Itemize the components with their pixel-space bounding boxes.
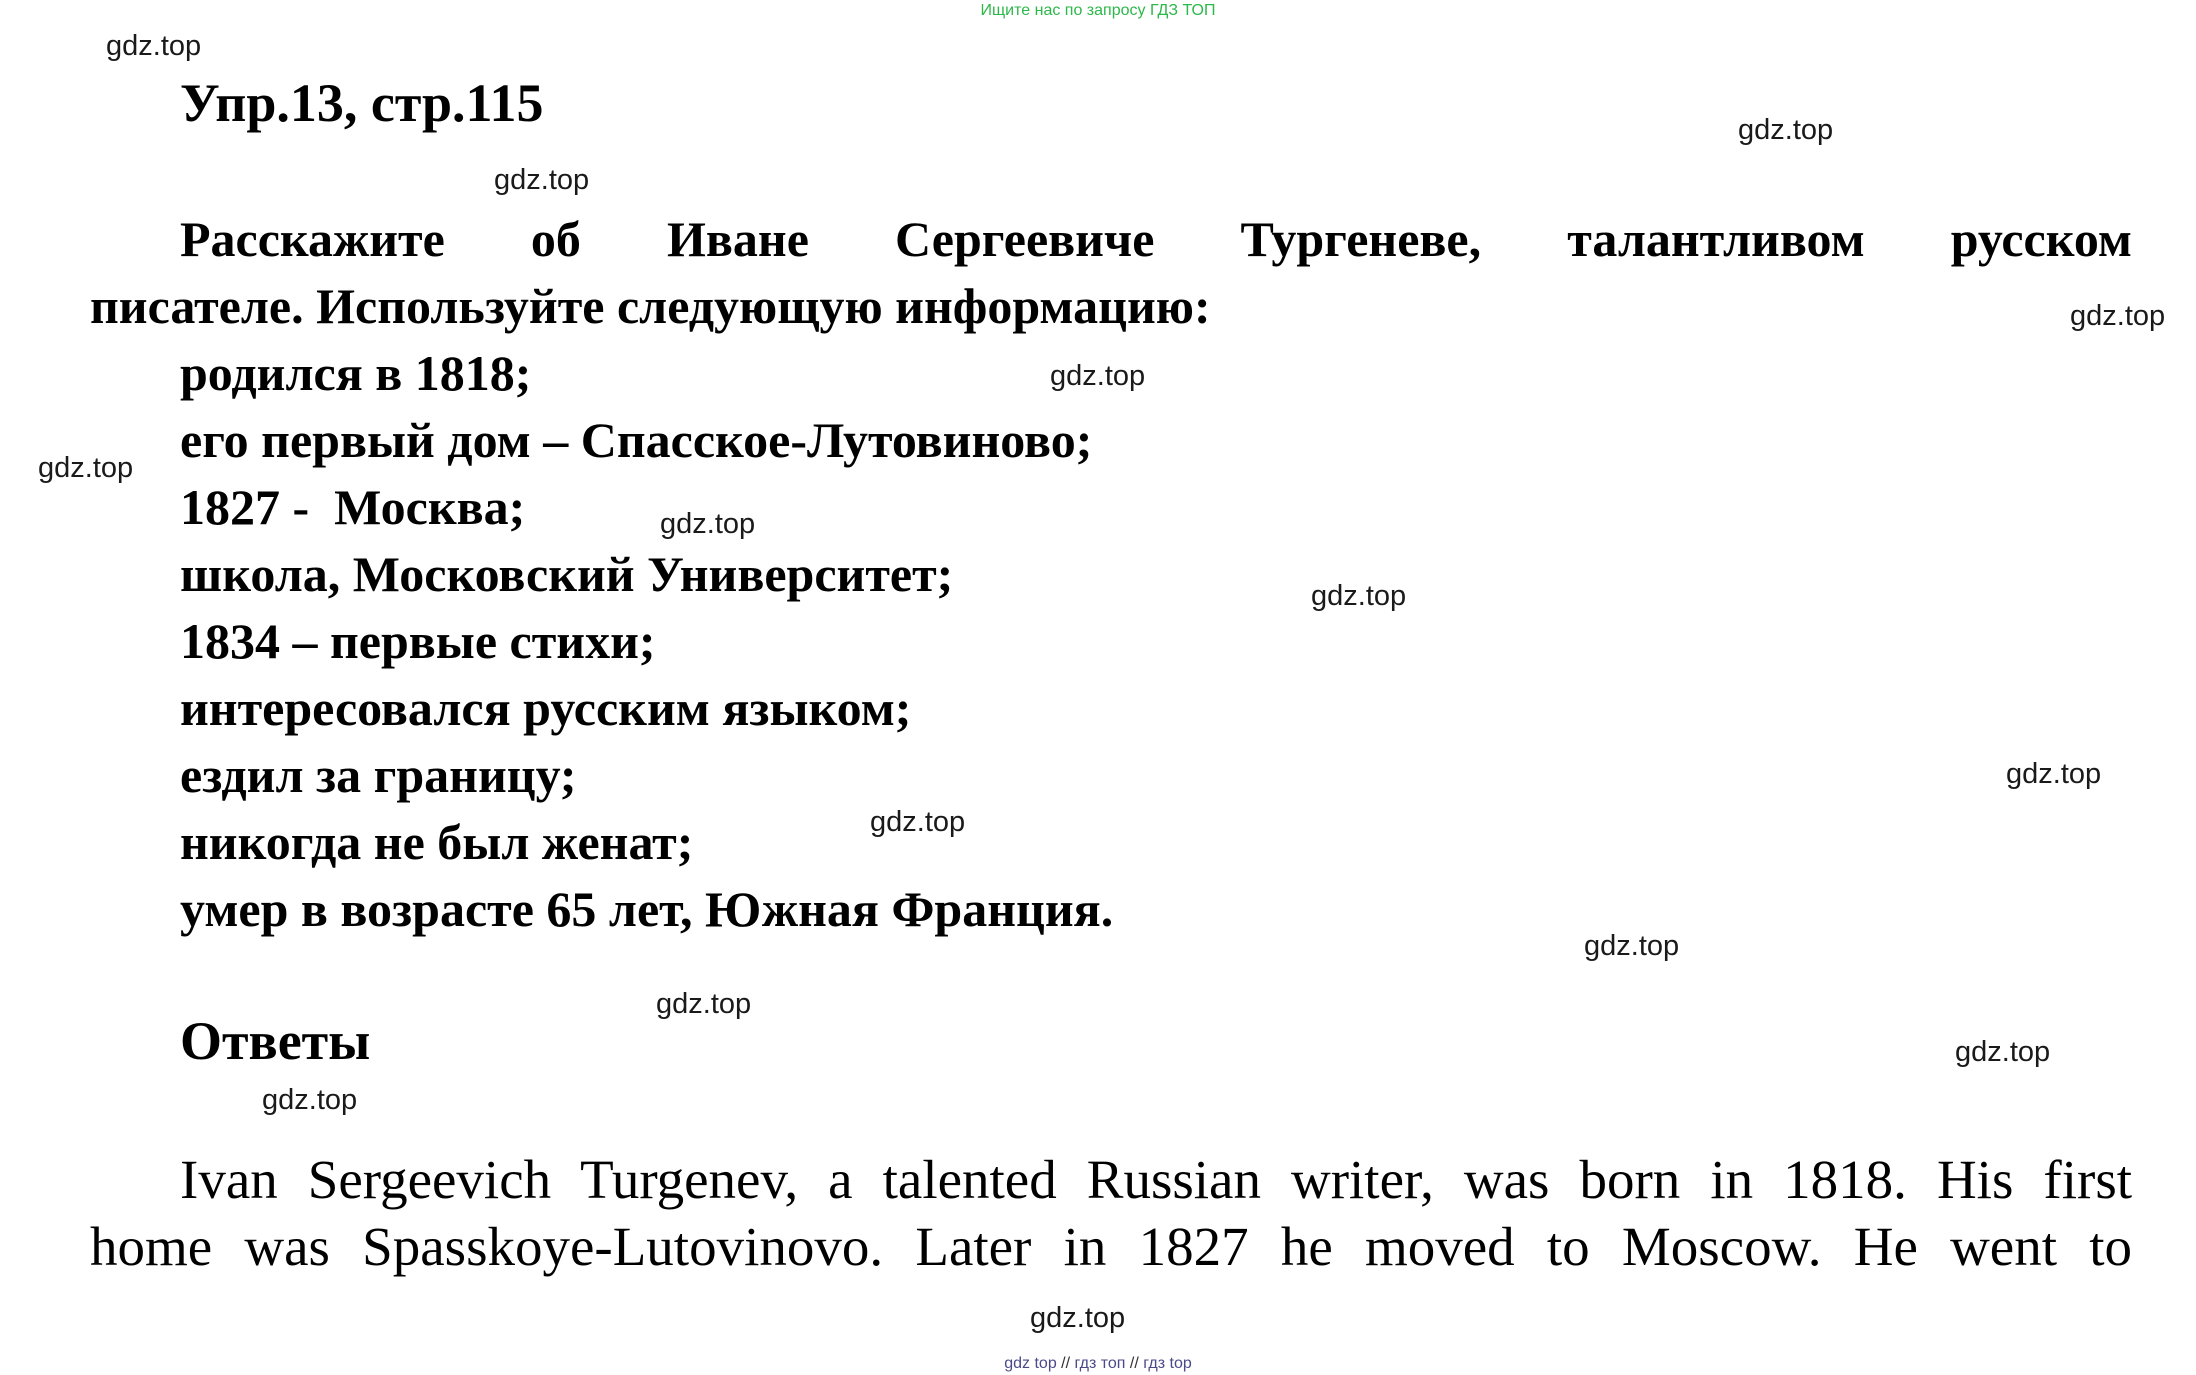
watermark: gdz.top bbox=[1311, 580, 1407, 612]
exercise-title: Упр.13, стр.115 bbox=[180, 73, 544, 133]
watermark: gdz.top bbox=[660, 508, 756, 540]
task-fact: его первый дом – Спасское-Лутовиново; bbox=[180, 412, 1093, 468]
watermark: gdz.top bbox=[262, 1084, 358, 1116]
task-fact: умер в возрасте 65 лет, Южная Франция. bbox=[180, 881, 1114, 937]
watermark: gdz.top bbox=[494, 164, 590, 196]
watermark: gdz.top bbox=[1955, 1036, 2051, 1068]
search-hint-note: Ищите нас по запросу ГДЗ ТОП bbox=[980, 2, 1216, 19]
watermark: gdz.top bbox=[870, 806, 966, 838]
task-fact: 1827 - Москва; bbox=[180, 479, 526, 535]
task-intro-line-1: Расскажите об Иване Сергеевиче Тургеневе, талантливом русском bbox=[180, 211, 2132, 267]
footer-link[interactable]: гдз топ bbox=[1074, 1355, 1126, 1372]
watermark: gdz.top bbox=[1584, 930, 1680, 962]
task-fact: интересовался русским языком; bbox=[180, 680, 912, 736]
watermark: gdz.top bbox=[38, 452, 134, 484]
task-fact: 1834 – первые стихи; bbox=[180, 613, 656, 669]
answer-line-2: home was Spasskoye-Lutovinovo. Later in 1827 he moved to Moscow. He went to bbox=[90, 1216, 2132, 1277]
task-fact: школа, Московский Университет; bbox=[180, 546, 954, 602]
watermark: gdz.top bbox=[1738, 114, 1834, 146]
watermark: gdz.top bbox=[656, 988, 752, 1020]
footer-separator: // bbox=[1129, 1355, 1139, 1372]
task-intro-line-2: писателе. Используйте следующую информацию: bbox=[90, 278, 1211, 334]
footer-separator: // bbox=[1061, 1355, 1071, 1372]
watermark: gdz.top bbox=[1050, 360, 1146, 392]
watermark: gdz.top bbox=[2070, 300, 2166, 332]
task-fact: никогда не был женат; bbox=[180, 814, 694, 870]
task-fact: родился в 1818; bbox=[180, 345, 532, 401]
footer-links bbox=[0, 1355, 2196, 1373]
watermark: gdz.top bbox=[2006, 758, 2102, 790]
task-fact: ездил за границу; bbox=[180, 747, 577, 803]
footer-link[interactable]: гдз top bbox=[1143, 1355, 1192, 1372]
footer-link[interactable]: gdz top bbox=[1004, 1355, 1057, 1372]
watermark: gdz.top bbox=[1030, 1302, 1126, 1334]
answer-line-1: Ivan Sergeevich Turgenev, a talented Russian writer, was born in 1818. His first bbox=[180, 1149, 2132, 1210]
answers-heading: Ответы bbox=[180, 1011, 371, 1071]
watermark: gdz.top bbox=[106, 30, 202, 62]
